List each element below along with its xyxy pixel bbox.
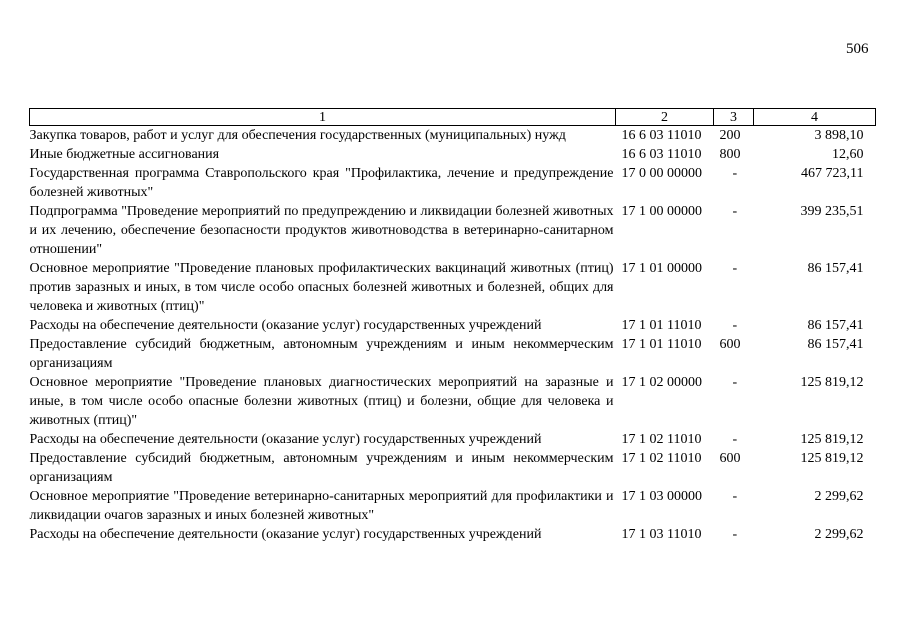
row-expense-type: -	[732, 527, 738, 542]
row-name: Расходы на обеспечение деятельности (оказание услуг) государственных учреждений	[29, 527, 542, 542]
row-expense-type: -	[732, 318, 738, 333]
row-code: 16 6 03 11010	[621, 128, 702, 143]
row-code: 17 0 00 00000	[621, 166, 702, 181]
row-name: Основное мероприятие "Проведение ветеринарно-санитарных мероприятий для профилактики и ликвидации очагов заразных и иных болезней животных"	[29, 489, 614, 523]
row-name: Основное мероприятие "Проведение плановых профилактических вакцинаций животных (птиц) против заразных и иных, в том числе особо опасных болезней животных и болезней, общих для человека и животных (птиц)"	[29, 261, 614, 314]
row-expense-type: -	[732, 489, 738, 504]
row-expense-type: 200	[719, 128, 741, 143]
row-code: 17 1 02 11010	[621, 432, 702, 447]
row-expense-type: -	[732, 204, 738, 219]
row-code: 16 6 03 11010	[621, 147, 702, 162]
header-row	[30, 109, 876, 126]
row-expense-type: -	[732, 166, 738, 181]
row-name: Иные бюджетные ассигнования	[29, 147, 220, 162]
budget-table	[29, 108, 876, 544]
row-expense-type: -	[732, 375, 738, 390]
table-row	[30, 335, 876, 373]
row-amount: 86 157,41	[807, 337, 864, 352]
row-name: Расходы на обеспечение деятельности (оказание услуг) государственных учреждений	[29, 432, 542, 447]
header-col-1: 1	[30, 109, 616, 126]
row-name: Государственная программа Ставропольского края "Профилактика, лечение и предупреждение болезней животных"	[29, 166, 614, 200]
table-row	[30, 202, 876, 259]
row-code: 17 1 01 11010	[621, 318, 702, 333]
table-row	[30, 316, 876, 335]
row-expense-type: 800	[719, 147, 741, 162]
table-row	[30, 145, 876, 164]
row-name: Предоставление субсидий бюджетным, автономным учреждениям и иным некоммерческим организациям	[29, 451, 614, 485]
row-amount: 125 819,12	[800, 432, 864, 447]
table-row	[30, 259, 876, 316]
row-amount: 125 819,12	[800, 375, 864, 390]
table-header	[30, 109, 876, 126]
table-row	[30, 525, 876, 544]
row-expense-type: 600	[719, 451, 741, 466]
row-amount: 2 299,62	[814, 527, 864, 542]
row-code: 17 1 03 11010	[621, 527, 702, 542]
row-code: 17 1 03 00000	[621, 489, 702, 504]
row-code: 17 1 01 11010	[621, 337, 702, 352]
table-body	[30, 126, 876, 545]
row-code: 17 1 00 00000	[621, 204, 702, 219]
row-amount: 86 157,41	[807, 318, 864, 333]
row-amount: 2 299,62	[814, 489, 864, 504]
row-expense-type: 600	[719, 337, 741, 352]
row-code: 17 1 01 00000	[621, 261, 702, 276]
row-amount: 3 898,10	[814, 128, 864, 143]
table-row	[30, 373, 876, 430]
page-number: 506	[846, 41, 869, 57]
header-col-3: 3	[714, 109, 754, 126]
row-code: 17 1 02 00000	[621, 375, 702, 390]
table-row	[30, 487, 876, 525]
header-col-2: 2	[616, 109, 714, 126]
row-amount: 125 819,12	[800, 451, 864, 466]
row-name: Основное мероприятие "Проведение плановых диагностических мероприятий на заразные и иные, в том числе особо опасные болезни животных (птиц) и болезни, общие для человека и животных (птиц)"	[29, 375, 614, 428]
row-amount: 467 723,11	[801, 166, 864, 181]
row-name: Расходы на обеспечение деятельности (оказание услуг) государственных учреждений	[29, 318, 542, 333]
table-row	[30, 164, 876, 202]
row-amount: 399 235,51	[800, 204, 864, 219]
table-row	[30, 449, 876, 487]
table-row	[30, 430, 876, 449]
row-name: Подпрограмма "Проведение мероприятий по предупреждению и ликвидации болезней животных и их лечению, обеспечение безопасности продуктов животноводства в ветеринарно-санитарном отношении"	[29, 204, 614, 257]
row-amount: 12,60	[832, 147, 864, 162]
row-code: 17 1 02 11010	[621, 451, 702, 466]
header-col-4: 4	[754, 109, 876, 126]
row-expense-type: -	[732, 261, 738, 276]
row-expense-type: -	[732, 432, 738, 447]
table-row	[30, 126, 876, 146]
row-name: Закупка товаров, работ и услуг для обеспечения государственных (муниципальных) нужд	[29, 128, 566, 143]
row-name: Предоставление субсидий бюджетным, автономным учреждениям и иным некоммерческим организациям	[29, 337, 614, 371]
row-amount: 86 157,41	[807, 261, 864, 276]
